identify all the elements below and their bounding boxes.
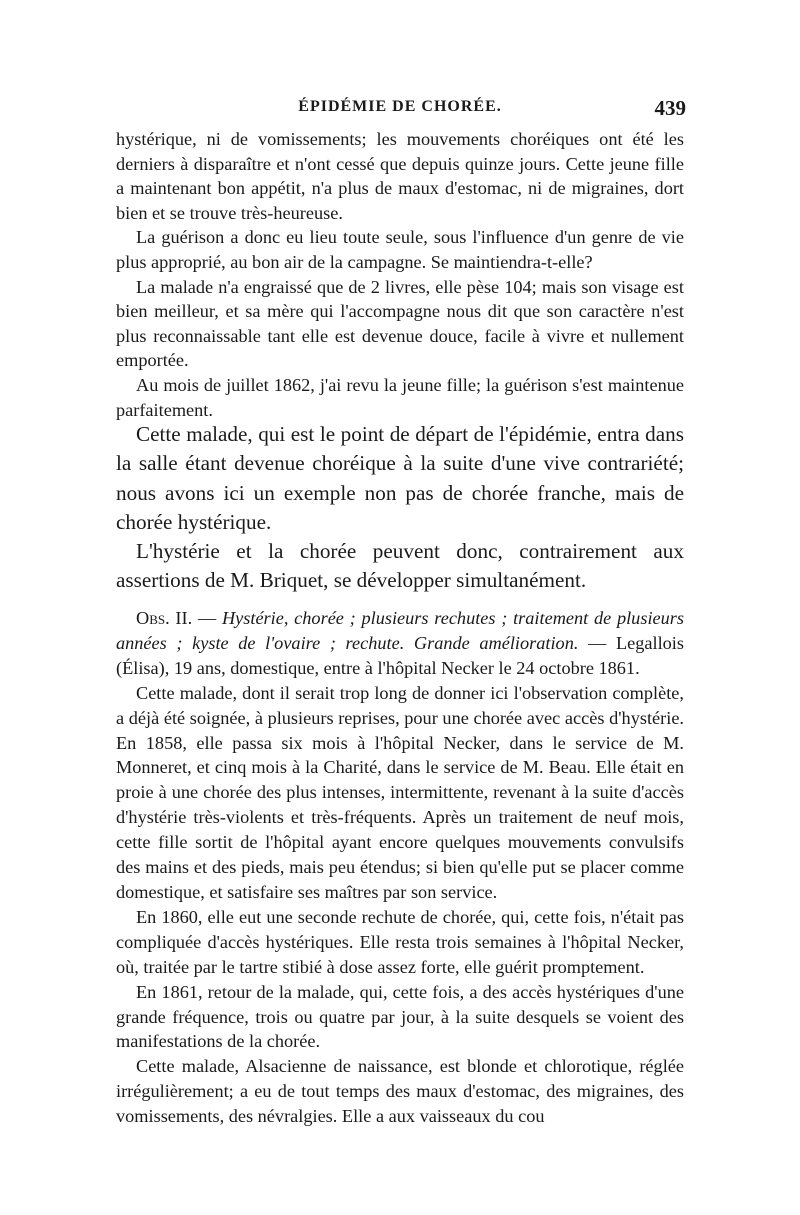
running-title: ÉPIDÉMIE DE CHORÉE. <box>298 98 502 115</box>
observation-title: Hystérie, chorée ; plusieurs rechutes ; traitement de plusieurs années ; kyste de l'ovaire ; rechute. Grande amélioration. <box>116 608 685 653</box>
paragraph: En 1861, retour de la malade, qui, cette fois, a des accès hystériques d'une grande fréquence, trois ou quatre par jour, à la suite desquels se voient des manifestations de la chorée. <box>116 981 684 1052</box>
paragraph: hystérique, ni de vomissements; les mouvements choréiques ont été les derniers à disparaître et n'ont cessé que depuis quinze jours. Cette jeune fille a maintenant bon appétit, n'a plus de maux d'estomac, ni de migraines, dort bien et se trouve très-heureuse. <box>116 129 684 223</box>
paragraph: Cette malade, qui est le point de départ de l'épidémie, entra dans la salle étant devenue choréique à la suite d'une vive contrariété; nous avons ici un exemple non pas de chorée franche, mais de chorée hystérique. <box>116 422 684 534</box>
paragraph: Cette malade, Alsacienne de naissance, est blonde et chlorotique, réglée irrégulièrement; a eu de tout temps des maux d'estomac, des migraines, des vomissements, des névralgies. Elle a aux vaisseaux du cou <box>116 1056 684 1127</box>
paragraph: L'hystérie et la chorée peuvent donc, contrairement aux assertions de M. Briquet, se développer simultanément. <box>116 539 684 593</box>
observation-dash: — <box>192 608 222 628</box>
observation-heading <box>116 606 684 681</box>
page-number: 439 <box>654 96 686 120</box>
paragraph: Au mois de juillet 1862, j'ai revu la jeune fille; la guérison s'est maintenue parfaitement. <box>116 374 684 420</box>
text-block-commentary <box>116 420 684 596</box>
observation-label: Obs. II. <box>136 608 193 628</box>
paragraph: Cette malade, dont il serait trop long de donner ici l'observation complète, a déjà été soignée, à plusieurs reprises, pour une chorée avec accès d'hystérie. En 1858, elle passa six mois à l'hôpital Necker, dans le service de M. Monneret, et cinq mois à la Charité, dans le service de M. Beau. Elle était en proie à une chorée des plus intenses, intermittente, revenant à la suite d'accès d'hystérie très-violents et très-fréquents. Après un traitement de neuf mois, cette fille sortit de l'hôpital ayant encore quelques mouvements convulsifs des mains et des pieds, mais peu étendus; si bien qu'elle put se placer comme domestique, et satisfaire ses maîtres par son service. <box>116 682 684 902</box>
paragraph: La malade n'a engraissé que de 2 livres, elle pèse 104; mais son visage est bien meilleur, et sa mère qui l'accompagne nous dit que son caractère n'est plus reconnaissable tant elle est devenue douce, facile à vivre et nullement emportée. <box>116 276 684 371</box>
text-block-continuation <box>116 127 684 422</box>
text-block-observation <box>116 606 684 1129</box>
observation-patient: — Legallois (Élisa), 19 ans, domestique, entre à l'hôpital Necker le 24 octobre 1861. <box>116 632 685 678</box>
paragraph: La guérison a donc eu lieu toute seule, sous l'influence d'un genre de vie plus approprié, au bon air de la campagne. Se maintiendra-t-elle? <box>116 227 684 272</box>
paragraph: En 1860, elle eut une seconde rechute de chorée, qui, cette fois, n'était pas compliquée d'accès hystériques. Elle resta trois semaines à l'hôpital Necker, où, traitée par le tartre stibié à dose assez forte, elle guérit promptement. <box>116 906 684 977</box>
page-header <box>114 96 686 124</box>
